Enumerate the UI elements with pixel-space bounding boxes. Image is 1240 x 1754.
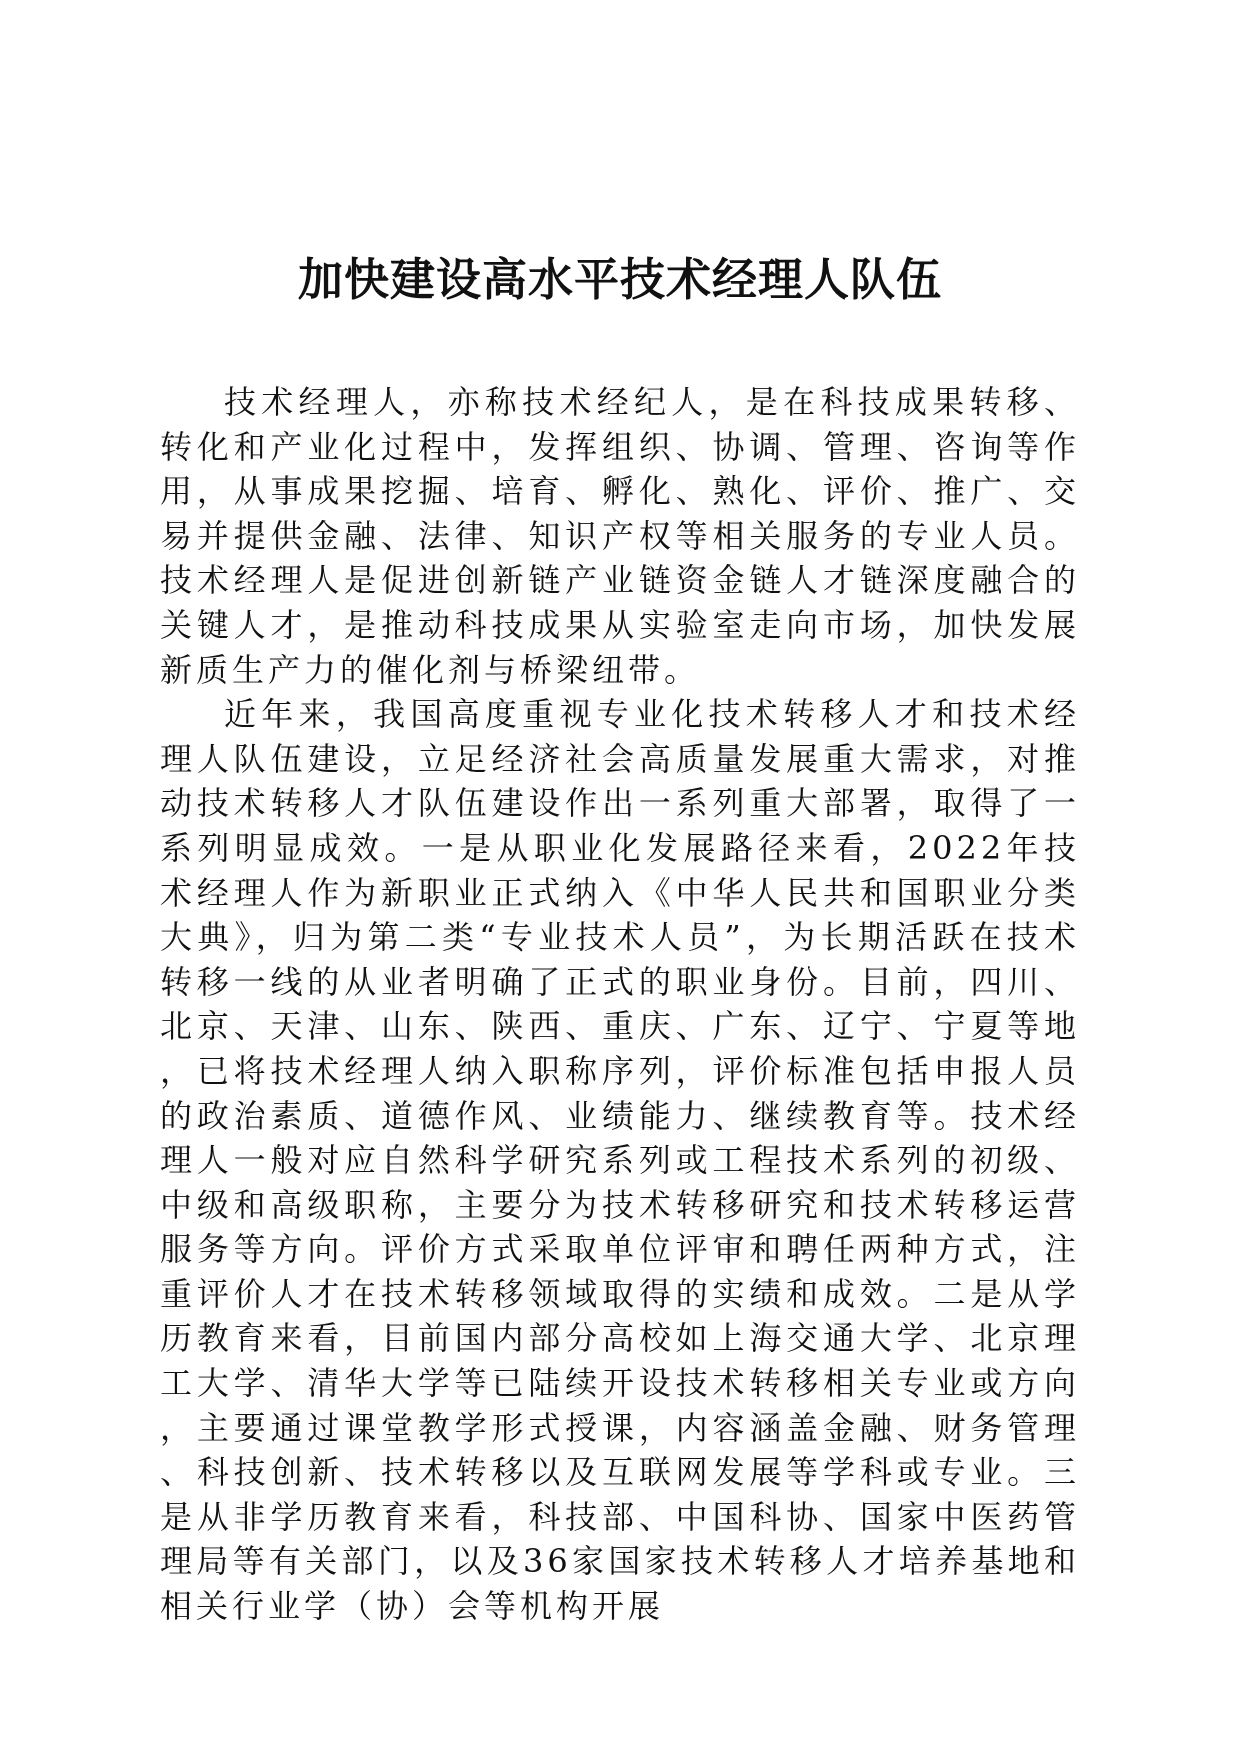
document-title: 加快建设高水平技术经理人队伍 xyxy=(297,253,942,306)
paragraph-recent-progress: 近年来，我国高度重视专业化技术转移人才和技术经理人队伍建设，立足经济社会高质量发展重大需求，对推动技术转移人才队伍建设作出一系列重大部署，取得了一系列明显成效。一是从职业化发展路径来看，2022年技术经理人作为新职业正式纳入《中华人民共和国职业分类大典》，归为第二类“专业技术人员”，为长期活跃在技术转移一线的从业者明确了正式的职业身份。目前，四川、北京、天津、山东、陕西、重庆、广东、辽宁、宁夏等地，已将技术经理人纳入职称序列，评价标准包括申报人员的政治素质、道德作风、业绩能力、继续教育等。技术经理人一般对应自然科学研究系列或工程技术系列的初级、中级和高级职称，主要分为技术转移研究和技术转移运营服务等方向。评价方式采取单位评审和聘任两种方式，注重评价人才在技术转移领域取得的实绩和成效。二是从学历教育来看，目前国内部分高校如上海交通大学、北京理工大学、清华大学等已陆续开设技术转移相关专业或方向，主要通过课堂教学形式授课，内容涵盖金融、财务管理、科技创新、技术转移以及互联网发展等学科或专业。三是从非学历教育来看，科技部、中国科协、国家中医药管理局等有关部门，以及36家国家技术转移人才培养基地和相关行业学（协）会等机构开展 xyxy=(160,695,1080,1626)
paragraph-definition: 技术经理人，亦称技术经纪人，是在科技成果转移、转化和产业化过程中，发挥组织、协调、管理、咨询等作用，从事成果挖掘、培育、孵化、熟化、评价、推广、交易并提供金融、法律、知识产权等相关服务的专业人员。技术经理人是促进创新链产业链资金链人才链深度融合的关键人才，是推动科技成果从实验室走向市场，加快发展新质生产力的催化剂与桥梁纽带。 xyxy=(160,383,1080,689)
document-body xyxy=(160,380,1080,1629)
